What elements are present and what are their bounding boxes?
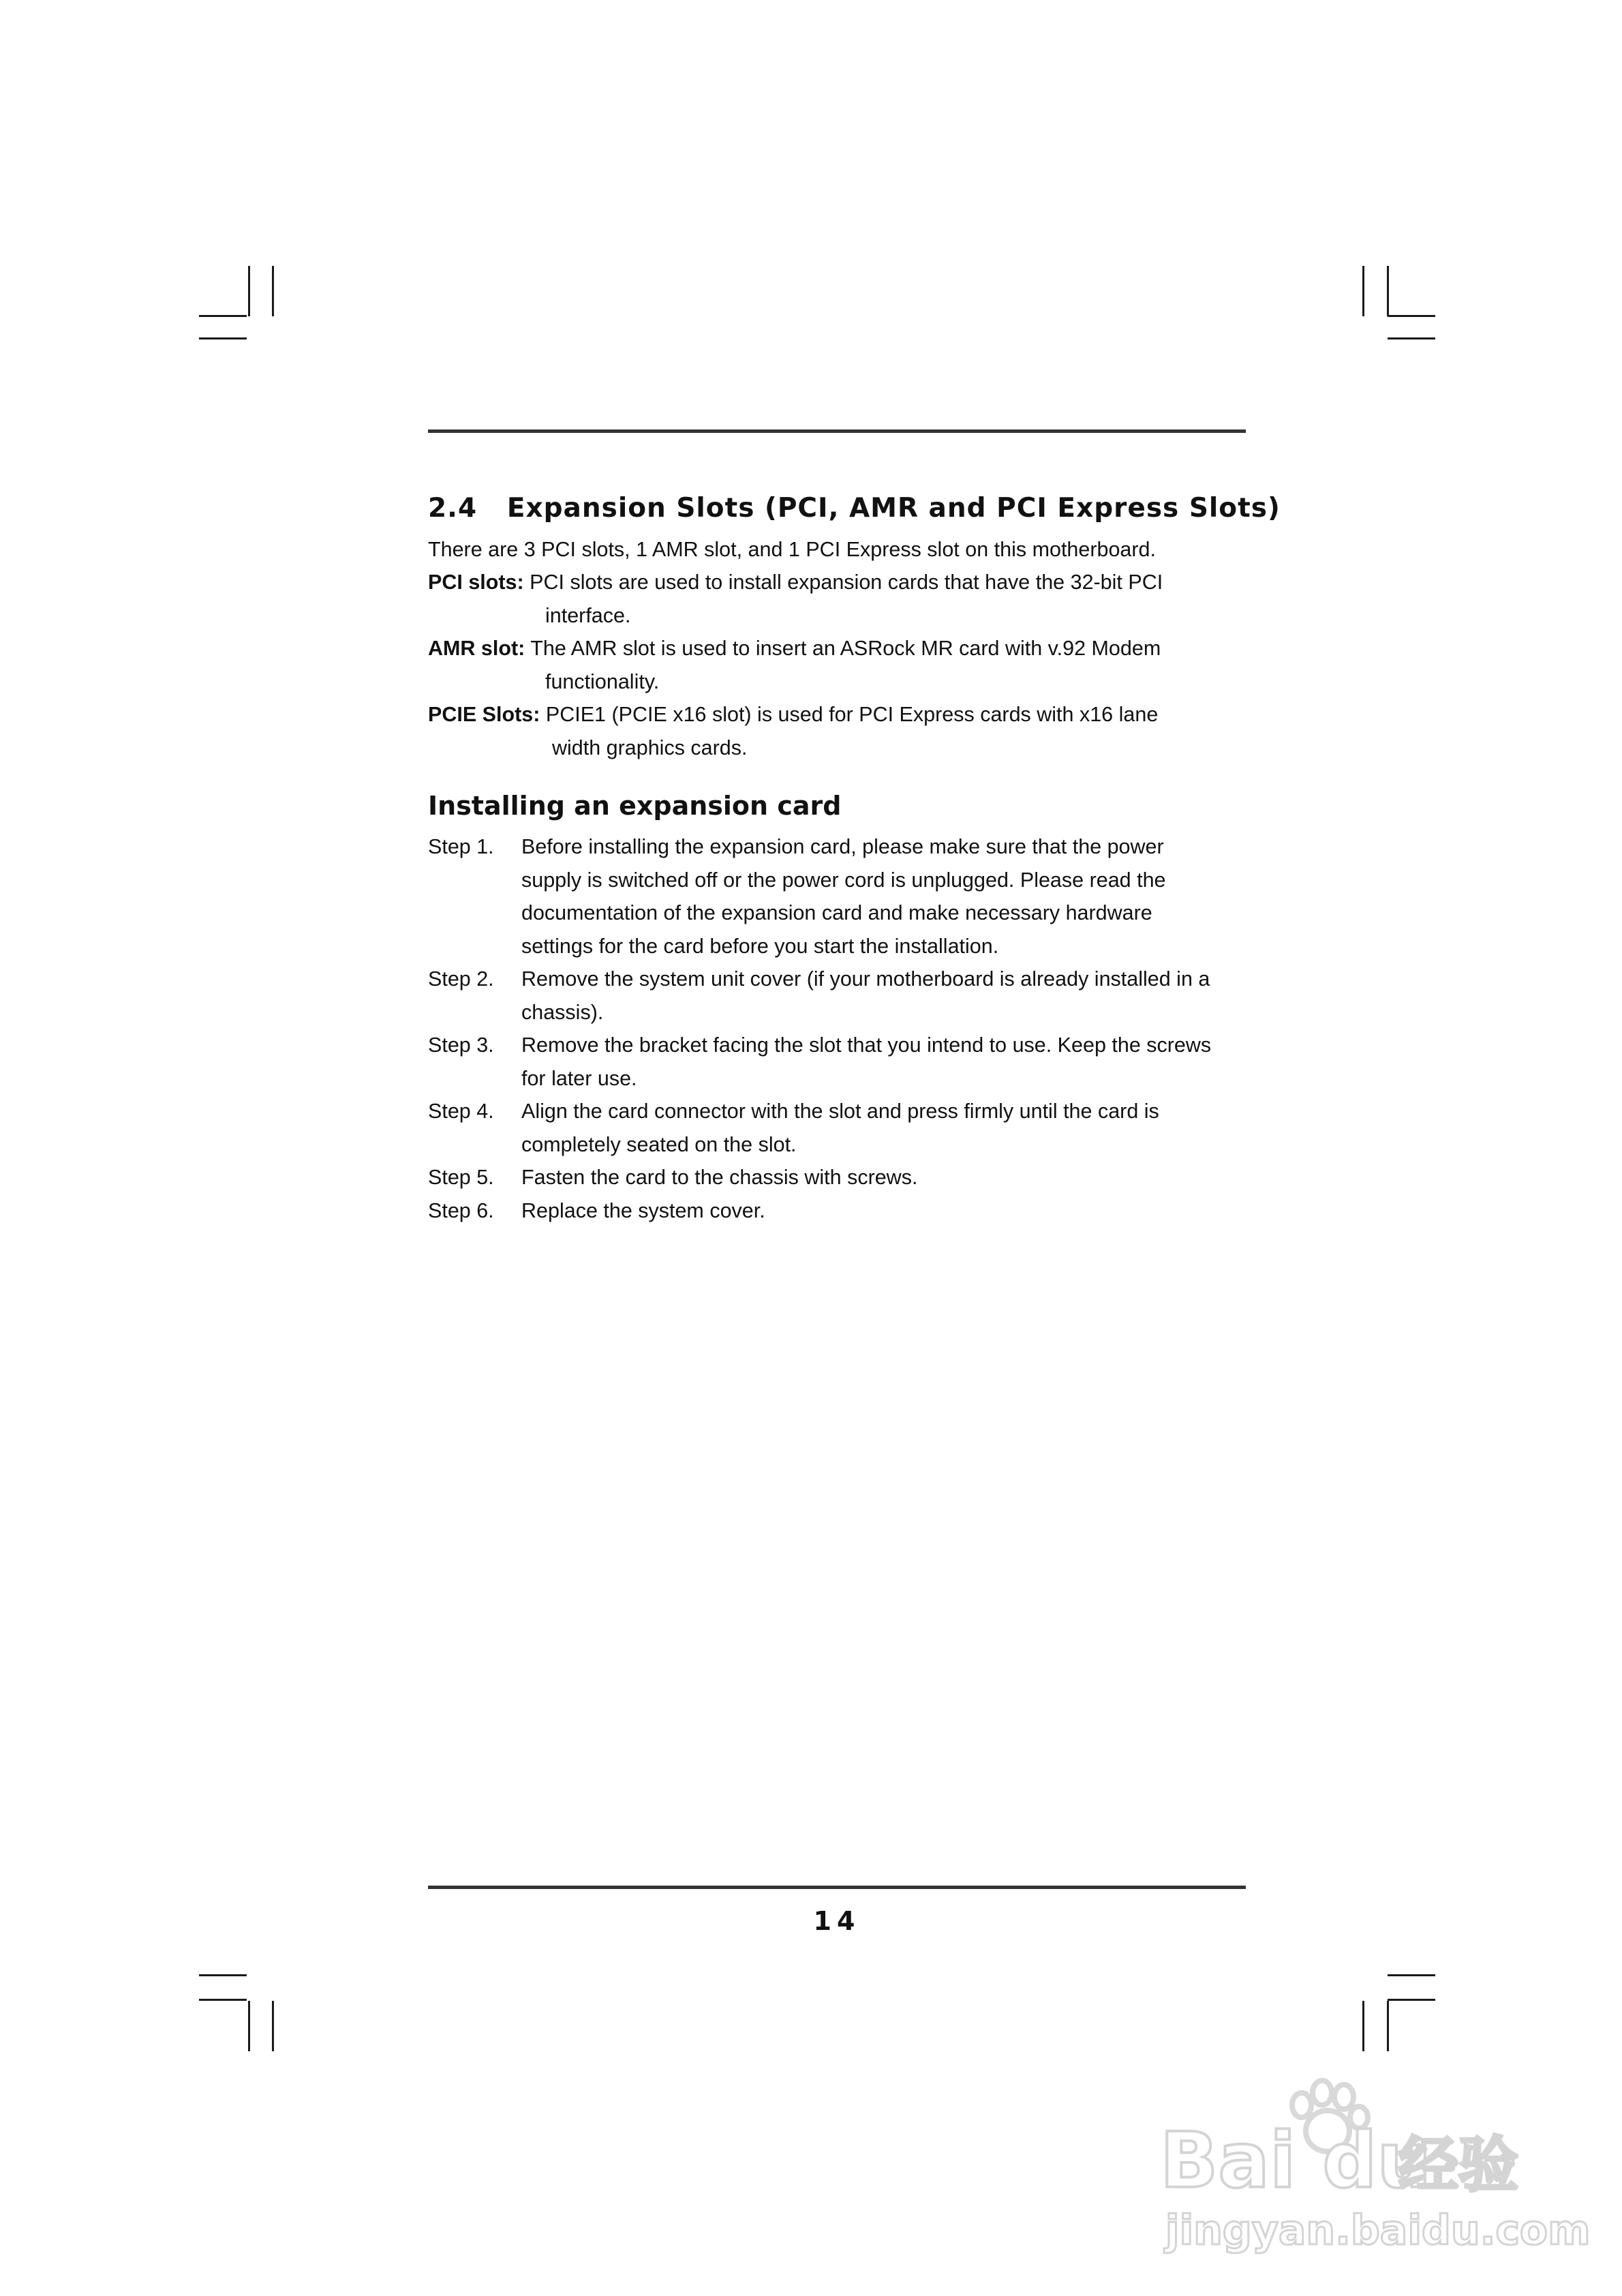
page-number: 14 <box>813 1906 861 1936</box>
slot-def-text-cont: functionality. <box>545 670 660 693</box>
step-line: Remove the bracket facing the slot that you intend to use. Keep the screws <box>521 1033 1212 1057</box>
step-text <box>521 1095 1257 1161</box>
step-line: Fasten the card to the chassis with screws. <box>521 1166 918 1189</box>
step-label: Step 3. <box>428 1033 494 1057</box>
slot-def-text-cont: interface. <box>545 604 631 627</box>
watermark-brand: Bai du <box>1160 2117 1432 2205</box>
slot-def-pcie <box>428 698 1158 731</box>
step-text <box>521 963 1257 1029</box>
step-text <box>521 1194 1257 1228</box>
step-label: Step 6. <box>428 1199 494 1222</box>
watermark-url: jingyan.baidu.com <box>1165 2207 1591 2254</box>
slot-def-amr <box>428 632 1161 665</box>
crop-mark <box>199 315 247 317</box>
step-line: chassis). <box>521 1000 604 1024</box>
crop-mark <box>1388 315 1435 317</box>
crop-mark <box>248 266 250 316</box>
watermark-chinese: 经验 <box>1398 2130 1519 2200</box>
crop-mark <box>199 1974 247 1976</box>
section-intro: There are 3 PCI slots, 1 AMR slot, and 1 PCI Express slot on this motherboard. <box>428 538 1156 561</box>
slot-def-label: AMR slot: <box>428 637 525 660</box>
top-rule <box>428 429 1246 433</box>
crop-mark <box>1387 2001 1389 2051</box>
bottom-rule <box>428 1886 1246 1889</box>
step-line: supply is switched off or the power cord is unplugged. Please read the <box>521 868 1166 892</box>
section-number: 2.4 <box>428 493 478 524</box>
step-line: documentation of the expansion card and make necessary hardware <box>521 901 1152 924</box>
crop-mark <box>272 266 274 316</box>
slot-def-label: PCIE Slots: <box>428 703 540 726</box>
crop-mark <box>1387 266 1389 316</box>
step-label: Step 2. <box>428 967 494 991</box>
step-text <box>521 830 1257 963</box>
crop-mark <box>1388 1974 1435 1976</box>
crop-mark <box>1388 337 1435 339</box>
step-label: Step 5. <box>428 1166 494 1189</box>
step-label: Step 4. <box>428 1100 494 1123</box>
crop-mark <box>1362 2001 1364 2051</box>
step-text <box>521 1029 1257 1095</box>
crop-mark <box>272 2001 274 2051</box>
step-line: for later use. <box>521 1066 637 1090</box>
crop-mark <box>199 1999 247 2001</box>
slot-def-text-cont: width graphics cards. <box>552 736 748 759</box>
step-line: Remove the system unit cover (if your motherboard is already installed in a <box>521 967 1210 991</box>
slot-def-text: PCIE1 (PCIE x16 slot) is used for PCI Express cards with x16 lane <box>545 703 1159 726</box>
slot-def-pci <box>428 566 1163 599</box>
slot-def-text: The AMR slot is used to insert an ASRock MR card with v.92 Modem <box>530 637 1161 660</box>
slot-def-label: PCI slots: <box>428 571 524 594</box>
slot-def-text: PCI slots are used to install expansion cards that have the 32-bit PCI <box>530 571 1163 594</box>
step-line: Before installing the expansion card, please make sure that the power <box>521 835 1164 858</box>
step-text <box>521 1161 1257 1194</box>
install-heading: Installing an expansion card <box>428 791 842 821</box>
crop-mark <box>248 2001 250 2051</box>
section-heading <box>428 493 1281 524</box>
section-title: Expansion Slots (PCI, AMR and PCI Express Slots) <box>506 493 1281 524</box>
crop-mark <box>1388 1999 1435 2001</box>
crop-mark <box>1362 266 1364 316</box>
baidu-watermark <box>1159 2066 1591 2270</box>
step-line: settings for the card before you start the installation. <box>521 934 999 958</box>
step-line: Replace the system cover. <box>521 1199 765 1222</box>
step-line: completely seated on the slot. <box>521 1132 797 1156</box>
step-label: Step 1. <box>428 835 494 858</box>
crop-mark <box>199 337 247 339</box>
step-line: Align the card connector with the slot and press firmly until the card is <box>521 1100 1159 1123</box>
